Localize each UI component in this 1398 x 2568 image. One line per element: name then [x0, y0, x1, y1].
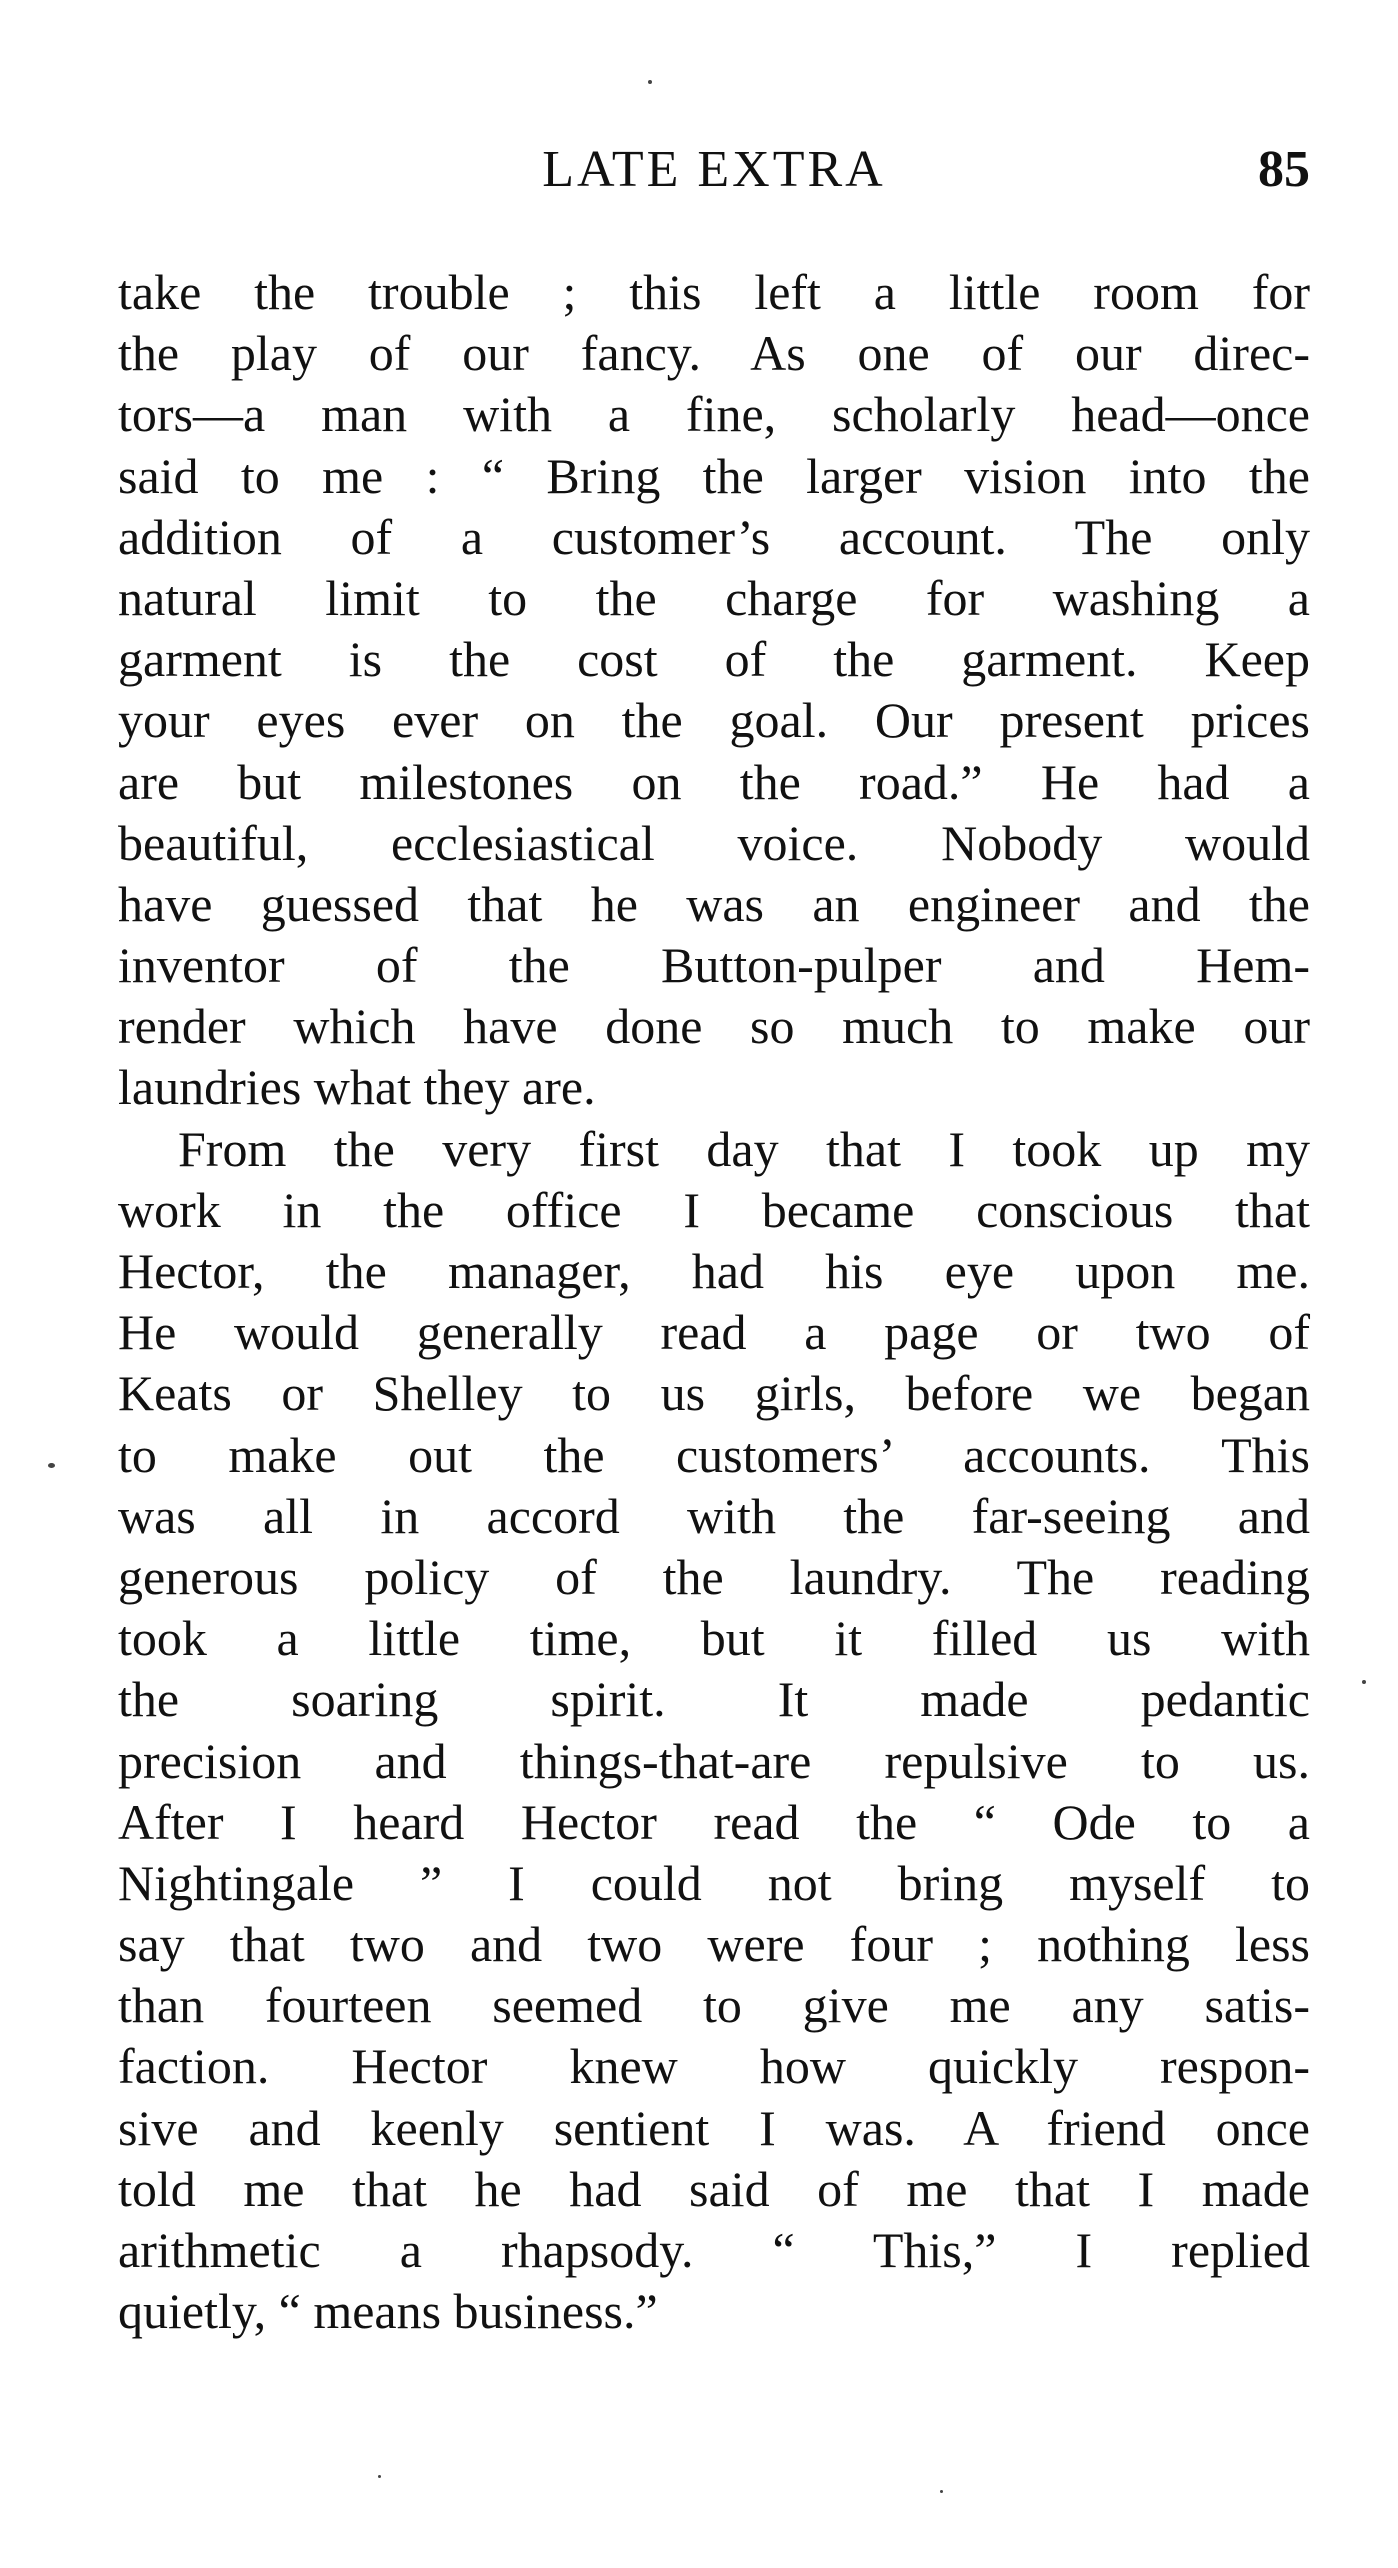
text-line: precision and things-that-are repulsive to us. [118, 1732, 1310, 1789]
text-line: laundries what they are. [118, 1059, 596, 1116]
print-speck [48, 1463, 55, 1468]
text-line: natural limit to the charge for washing a [118, 569, 1310, 626]
text-line: Nightingale ” I could not bring myself to [118, 1854, 1310, 1911]
text-line: render which have done so much to make our [118, 998, 1310, 1055]
text-line: take the trouble ; this left a little room for [118, 264, 1310, 320]
paragraph-2 [118, 1119, 1310, 2343]
page-number: 85 [1258, 141, 1310, 198]
text-line: From the very first day that I took up my [178, 1120, 1310, 1177]
text-line: have guessed that he was an engineer and the [118, 875, 1310, 932]
text-line: your eyes ever on the goal. Our present prices [118, 692, 1310, 749]
paragraph-1 [118, 262, 1310, 1119]
print-speck [940, 2490, 943, 2493]
text-line: He would generally read a page or two of [118, 1304, 1310, 1361]
running-title: LATE EXTRA [542, 141, 886, 198]
text-line: faction. Hector knew how quickly respon- [118, 2038, 1310, 2095]
text-line: are but milestones on the road.” He had a [118, 753, 1310, 810]
text-line: After I heard Hector read the “ Ode to a [118, 1793, 1310, 1850]
print-speck [1362, 1680, 1366, 1684]
text-line: Hector, the manager, had his eye upon me. [118, 1243, 1310, 1299]
text-line: arithmetic a rhapsody. “ This,” I replied [118, 2222, 1310, 2278]
text-line: work in the office I became conscious that [118, 1181, 1310, 1238]
text-line: to make out the customers’ accounts. This [118, 1426, 1310, 1483]
text-line: took a little time, but it filled us with [118, 1610, 1310, 1667]
text-line: Keats or Shelley to us girls, before we began [118, 1365, 1310, 1422]
page-header [118, 140, 1310, 200]
text-line: tors—a man with a fine, scholarly head—once [118, 386, 1310, 443]
text-line: addition of a customer’s account. The only [118, 508, 1310, 565]
print-speck [648, 80, 652, 84]
text-line: say that two and two were four ; nothing less [118, 1916, 1310, 1973]
text-line: beautiful, ecclesiastical voice. Nobody would [118, 814, 1310, 871]
text-line: garment is the cost of the garment. Keep [118, 631, 1310, 688]
text-line: was all in accord with the far-seeing and [118, 1487, 1310, 1544]
text-line: than fourteen seemed to give me any satis- [118, 1977, 1310, 2034]
text-line: sive and keenly sentient I was. A friend once [118, 2099, 1310, 2156]
text-line: the soaring spirit. It made pedantic [118, 1671, 1310, 1728]
text-line: told me that he had said of me that I made [118, 2160, 1310, 2217]
text-line: inventor of the Button-pulper and Hem- [118, 937, 1310, 994]
print-speck [378, 2475, 381, 2478]
body-text [118, 262, 1310, 2342]
text-line: said to me : “ Bring the larger vision into the [118, 447, 1310, 504]
text-line: generous policy of the laundry. The reading [118, 1548, 1310, 1605]
text-line: quietly, “ means business.” [118, 2283, 658, 2340]
text-line: the play of our fancy. As one of our direc- [118, 325, 1310, 382]
